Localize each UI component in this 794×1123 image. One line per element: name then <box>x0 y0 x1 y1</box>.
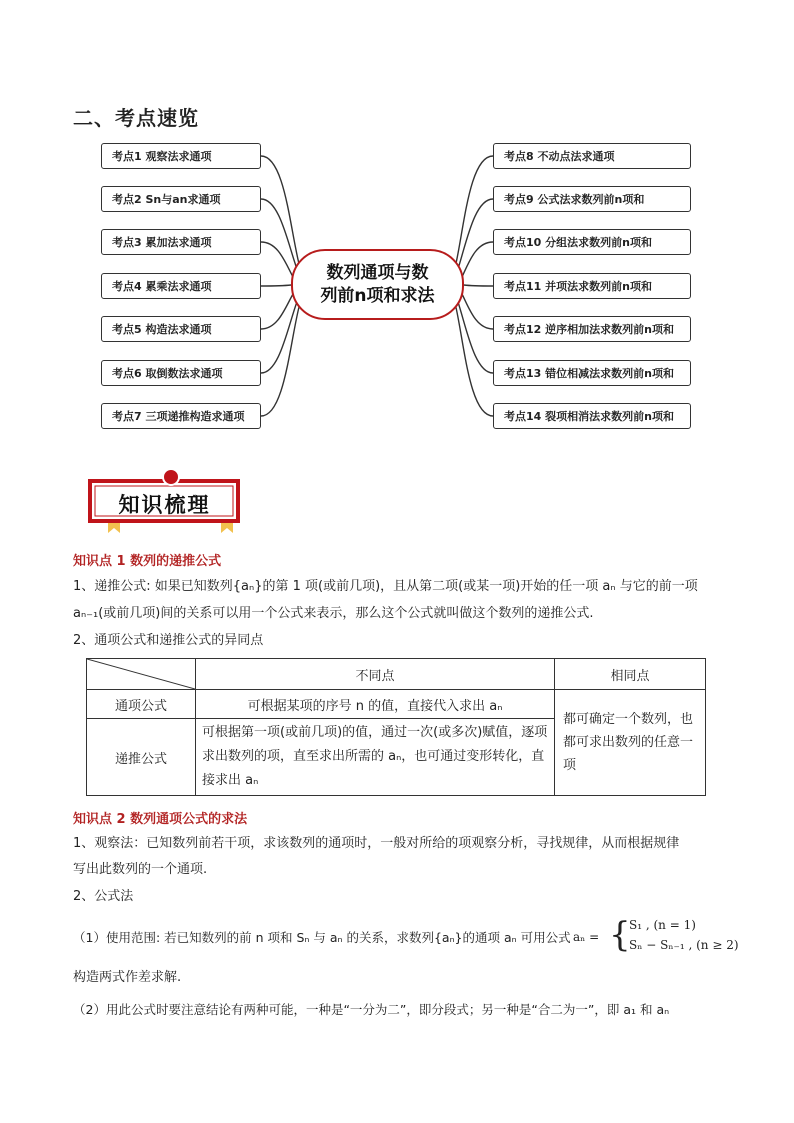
table-row1-label: 通项公式 <box>87 690 196 719</box>
formula-case-2: Sₙ − Sₙ₋₁ , (n ≥ 2) <box>629 938 739 952</box>
mindmap-node-7: 考点7 三项递推构造求通项 <box>101 403 261 429</box>
badge-label: 知识梳理 <box>118 493 211 517</box>
connector-right-3 <box>462 242 493 277</box>
table-header-diff: 不同点 <box>196 659 555 690</box>
kp1-paragraph-2: 2、通项公式和递推公式的异同点 <box>73 633 264 648</box>
table-header-same: 相同点 <box>555 659 706 690</box>
section-title: 二、考点速览 <box>73 106 199 130</box>
kp2-title: 知识点 2 数列通项公式的求法 <box>73 812 248 827</box>
table-row2-label: 递推公式 <box>87 719 196 796</box>
diagonal-line-icon <box>87 659 195 689</box>
table-row1-diff: 可根据某项的序号 n 的值，直接代入求出 aₙ <box>196 690 555 719</box>
connector-right-2 <box>457 199 493 272</box>
mindmap-node-8: 考点8 不动点法求通项 <box>493 143 691 169</box>
table-same-cell: 都可确定一个数列，也都可求出数列的任意一项 <box>555 690 706 796</box>
connector-right-5 <box>462 294 493 329</box>
formula-lhs: aₙ = <box>573 930 600 944</box>
mindmap-node-5: 考点5 构造法求通项 <box>101 316 261 342</box>
kp2-paragraph-5: （2）用此公式时要注意结论有两种可能，一种是“一分为二”，即分段式；另一种是“合二为一”，即 a₁ 和 aₙ <box>73 1002 670 1017</box>
formula-case-1: S₁ , (n = 1) <box>629 918 696 932</box>
table-corner-cell <box>87 659 196 690</box>
kp2-paragraph-4: 构造两式作差求解. <box>73 970 182 985</box>
mindmap-node-12: 考点12 逆序相加法求数列前n项和 <box>493 316 691 342</box>
knowledge-badge <box>86 479 243 539</box>
connector-left-4 <box>261 285 291 286</box>
mindmap-node-13: 考点13 错位相减法求数列前n项和 <box>493 360 691 386</box>
kp2-paragraph-2: 2、公式法 <box>73 889 134 904</box>
mindmap-node-6: 考点6 取倒数法求通项 <box>101 360 261 386</box>
comparison-table <box>86 658 706 796</box>
kp2-paragraph-1b: 写出此数列的一个通项. <box>73 862 208 877</box>
table-row <box>87 659 706 690</box>
kp1-title: 知识点 1 数列的递推公式 <box>73 554 222 569</box>
mindmap-center <box>291 249 464 320</box>
connector-left-7 <box>261 303 300 416</box>
mindmap-node-10: 考点10 分组法求数列前n项和 <box>493 229 691 255</box>
connector-left-3 <box>261 242 293 277</box>
mindmap-center-line1: 数列通项与数 <box>326 263 429 283</box>
connector-right-4 <box>464 285 493 286</box>
mindmap-node-2: 考点2 Sn与an求通项 <box>101 186 261 212</box>
kp1-paragraph-1b: aₙ₋₁(或前几项)间的关系可以用一个公式来表示，那么这个公式就叫做这个数列的递推公式. <box>73 606 594 621</box>
mindmap-node-14: 考点14 裂项相消法求数列前n项和 <box>493 403 691 429</box>
mindmap-node-9: 考点9 公式法求数列前n项和 <box>493 186 691 212</box>
mindmap-node-4: 考点4 累乘法求通项 <box>101 273 261 299</box>
connector-left-5 <box>261 294 293 329</box>
mindmap-center-line2: 列前n项和求法 <box>320 286 435 306</box>
connector-right-1 <box>455 156 493 268</box>
connector-left-1 <box>261 156 300 268</box>
kp2-paragraph-3: （1）使用范围: 若已知数列的前 n 项和 Sₙ 与 aₙ 的关系，求数列{aₙ}的通项 aₙ 可用公式 <box>73 930 571 945</box>
brace-icon: { <box>609 915 631 955</box>
kp1-paragraph-1a: 1、递推公式: 如果已知数列{aₙ}的第 1 项(或前几项)，且从第二项(或某一项)开始的任一项 aₙ 与它的前一项 <box>73 579 698 594</box>
connector-right-7 <box>455 303 493 416</box>
kp2-paragraph-1a: 1、观察法：已知数列前若干项，求该数列的通项时，一般对所给的项观察分析，寻找规律，从而根据规律 <box>73 836 680 851</box>
mindmap-node-1: 考点1 观察法求通项 <box>101 143 261 169</box>
mindmap-node-3: 考点3 累加法求通项 <box>101 229 261 255</box>
mindmap-node-11: 考点11 并项法求数列前n项和 <box>493 273 691 299</box>
connector-right-6 <box>457 299 493 373</box>
table-row <box>87 690 706 719</box>
table-row2-diff: 可根据第一项(或前几项)的值，通过一次(或多次)赋值，逐项求出数列的项，直至求出所需的 aₙ，也可通过变形转化，直接求出 aₙ <box>196 719 555 796</box>
